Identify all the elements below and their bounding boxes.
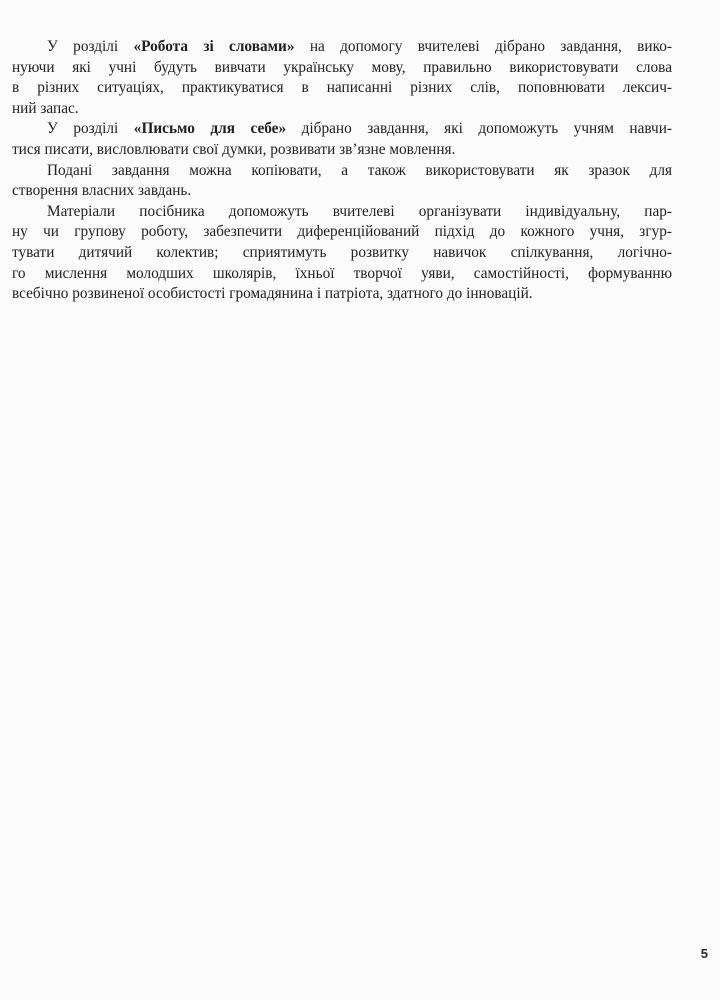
page-number: 5 [700,946,708,961]
text-line [12,37,672,58]
text-line: го мислення молодших школярів, їхньої творчої уяви, самостійності, формуванню [12,264,672,282]
text-line [12,119,672,140]
text-line: в різних ситуаціях, практикуватися в написанні різних слів, поповнювати лексич- [12,79,672,97]
text-run: дібрано завдання, які допоможуть учням навчи- [286,120,672,138]
paragraph-copying [12,161,672,202]
text-line: нуючи які учні будуть вивчати українську мову, правильно використовувати слова [12,58,672,76]
text-line: тися писати, висловлювати свої думки, розвивати зв’язне мовлення. [12,140,456,158]
text-line: всебічно розвиненої особистості громадянина і патріота, здатного до інновацій. [12,285,533,303]
paragraph-robota-zi-slovamy [12,37,672,119]
text-run: на допомогу вчителеві дібрано завдання, вико- [294,38,672,55]
text-run: У розділі [47,120,134,138]
text-line: ну чи групову роботу, забезпечити диференційований підхід до кожного учня, згур- [12,223,672,241]
paragraph-materials [12,202,672,305]
text-run: У розділі [47,38,134,55]
text-line: Подані завдання можна копіювати, а також використовувати як зразок для [47,161,672,179]
section-name-pysmo-dlia-sebe: «Письмо для себе» [133,120,287,138]
body-text [12,37,672,305]
paragraph-pysmo-dlia-sebe [12,119,672,160]
text-line: тувати дитячий колектив; сприятимуть розвитку навичок спілкування, логічно- [12,243,672,261]
section-name-robota-zi-slovamy: «Робота зі словами» [133,38,295,55]
text-line: Матеріали посібника допоможуть вчителеві організувати індивідуальну, пар- [47,202,672,220]
text-line: ний запас. [12,99,79,117]
text-line: створення власних завдань. [12,182,192,200]
